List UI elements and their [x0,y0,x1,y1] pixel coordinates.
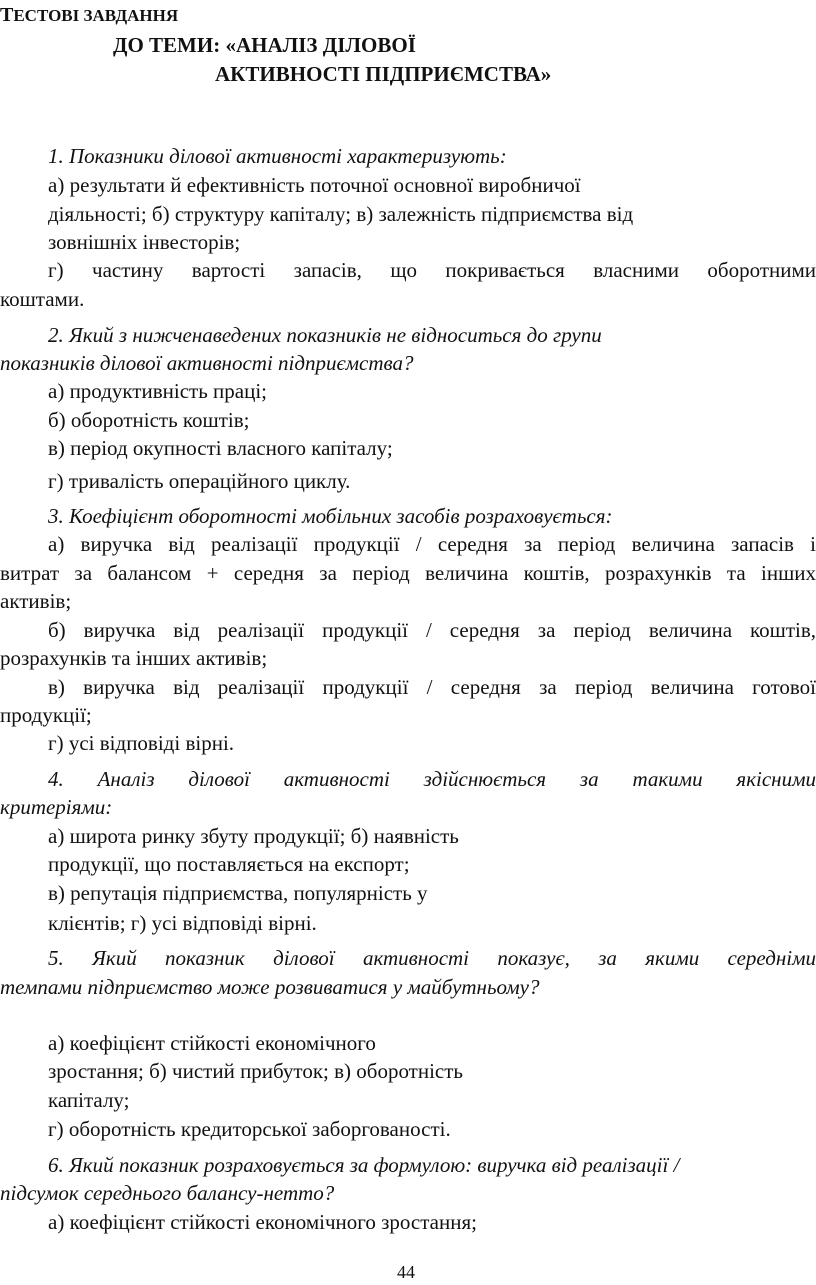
question-1: 1. Показники ділової активності характеризують: [48,144,507,168]
question-4-cont: критеріями: [0,795,113,819]
answer-line: розрахунків та інших активів; [0,646,268,670]
question-3: 3. Коефіцієнт оборотності мобільних засобів розраховується: [48,504,613,528]
answer-line: коштами. [0,287,85,311]
heading-line-3: АКТИВНОСТІ ПІДПРИЄМСТВА» [215,62,552,86]
answer-line: діяльності; б) структуру капіталу; в) залежність підприємства від [48,202,634,226]
answer-line: г) оборотність кредиторської заборгованості. [48,1117,451,1141]
heading-smallcaps: ЕСТОВІ ЗАВДАННЯ [13,6,179,25]
answer-line: а) результати й ефективність поточної основної виробничої [48,173,581,197]
answer-line: витрат за балансом + середня за період величина коштів, розрахунків та інших [0,561,816,585]
answer-line: продукції; [0,703,92,727]
answer-line: а) продуктивність праці; [48,379,268,403]
question-6: 6. Який показник розраховується за формулою: виручка від реалізації / [48,1153,680,1177]
answer-line: б) оборотність коштів; [48,408,250,432]
answer-line: б) виручка від реалізації продукції / середня за період величина коштів, [48,618,816,642]
answer-line: г) усі відповіді вірні. [48,731,235,755]
answer-line: г) частину вартості запасів, що покривається власними оборотними [48,258,816,282]
heading-line-2: ДО ТЕМИ: «АНАЛІЗ ДІЛОВОЇ [113,33,416,57]
answer-line: зовнішніх інвесторів; [48,230,241,254]
answer-line: в) виручка від реалізації продукції / середня за період величина готової [48,675,816,699]
question-5-cont: темпами підприємство може розвиватися у майбутньому? [0,975,540,999]
answer-line: зростання; б) чистий прибуток; в) оборотність [48,1059,464,1083]
heading-cap: Т [0,4,14,26]
question-2: 2. Який з нижченаведених показників не відноситься до групи [48,323,602,347]
answer-line: а) коефіцієнт стійкості економічного зростання; [48,1210,477,1234]
answer-line: активів; [0,589,72,613]
question-2-cont: показників ділової активності підприємства? [0,351,414,375]
answer-line: продукції, що поставляється на експорт; [48,852,410,876]
question-6-cont: підсумок середнього балансу-нетто? [0,1181,335,1205]
answer-line: в) репутація підприємства, популярність у [48,881,428,905]
page-number: 44 [397,1262,415,1282]
answer-line: клієнтів; г) усі відповіді вірні. [48,911,317,935]
answer-line: капіталу; [48,1088,130,1112]
answer-line: а) виручка від реалізації продукції / середня за період величина запасів і [48,532,816,556]
question-5: 5. Який показник ділової активності показує, за якими середніми [48,946,816,970]
heading-line-1 [0,4,178,27]
question-4: 4. Аналіз ділової активності здійснюється за такими якісними [48,767,816,791]
answer-line: в) період окупності власного капіталу; [48,436,393,460]
answer-line: а) широта ринку збуту продукції; б) наявність [48,824,459,848]
answer-line: а) коефіцієнт стійкості економічного [48,1031,376,1055]
answer-line: г) тривалість операційного циклу. [48,469,351,493]
